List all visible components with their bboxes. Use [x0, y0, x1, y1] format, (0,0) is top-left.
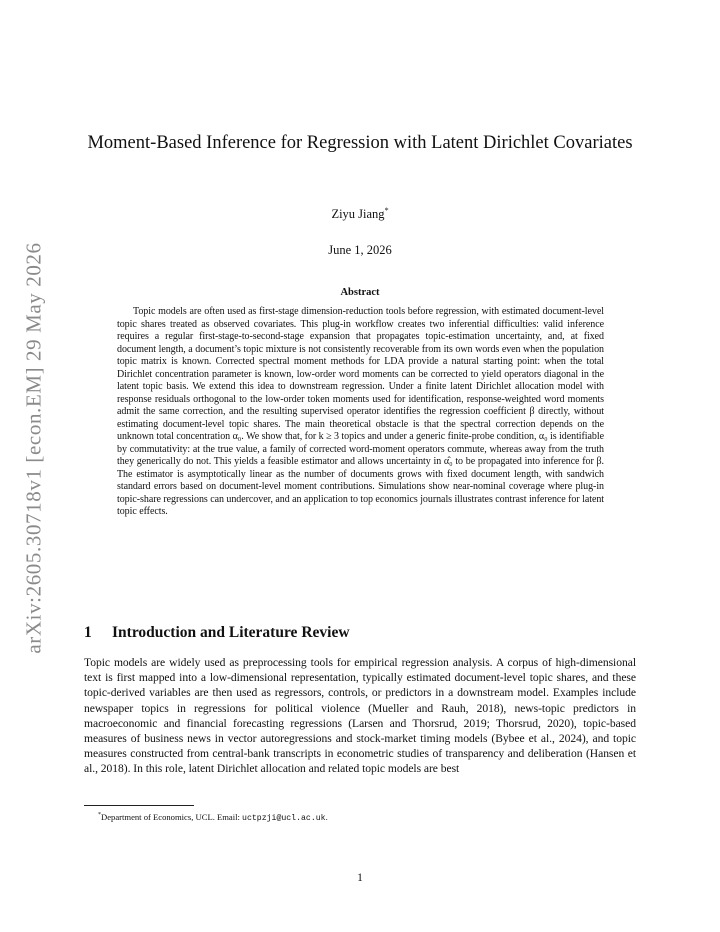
- arxiv-identifier-text: arXiv:2605.30718v1 [econ.EM] 29 May 2026: [21, 242, 46, 654]
- paper-date: June 1, 2026: [328, 243, 392, 257]
- section-body-text: Topic models are widely used as preprocessing tools for empirical regression analysis. A corpus of high-dimensional text is first mapped into a low-dimensional representation, typically estimated document-level topic shares, and these topic-derived variables are then used as regressors, controls, or predictors in a downstream model. Examples include newspaper topics in regressions for political violence (Mueller and Rauh, 2018), news-topic predictors in macroeconomic and financial forecasting regressions (Larsen and Thorsrud, 2019; Thorsrud, 2020), topic-based measures of business news in vector autoregressions and stock-market timing models (Bybee et al., 2024), and topic measures constructed from central-bank transcripts in econometric studies of transparency and deliberation (Hansen et al., 2018). In this role, latent Dirichlet allocation and related topic models are best: [84, 656, 636, 776]
- footnote-end: .: [325, 811, 328, 822]
- abstract-text: Topic models are often used as first-stage dimension-reduction tools before regression, with estimated document-level topic shares treated as observed covariates. This plug-in workflow creates two inferential difficulties: valid inference requires a regular first-stage-to-second-stage expansion that propagates topic-estimation uncertainty, and, at fixed document length, a document’s topic mixture is not consistently recoverable from its own words even when the population topic matrix is known. Corrected spectral moment methods for LDA provide a natural starting point: when the total Dirichlet concentration parameter is known, low-order word moments can be corrected to yield operators diagonal in the latent topic basis. We extend this idea to downstream regression. Under a finite latent Dirichlet allocation model with response residuals orthogonal to the low-order token moments used for identification, response-weighted word moments admit the same correction, and the resulting supervised operator identifies the regression coefficient β directly, without estimating document-level topic shares. The main theoretical obstacle is that the spectral correction depends on the unknown total concentration α₀. We show that, for k ≥ 3 topics and under a generic finite-probe condition, α₀ is identifiable by commutativity: at the true value, a family of corrected word-moment operators commute, whereas away from the truth they generically do not. This yields a feasible estimator and allows uncertainty in α̂₀ to be propagated into inference for β. The estimator is asymptotically linear as the number of documents grows with fixed document length, with sandwich standard errors based on document-level moment contributions. Simulations show near-nominal coverage where plug-in topic-share regressions can undercover, and an application to top economics journals illustrates contrast inference for latent topic effects.: [117, 306, 605, 517]
- footnote-divider: [84, 805, 194, 806]
- author-name: Ziyu Jiang: [331, 207, 385, 222]
- footnote-text: Department of Economics, UCL. Email:: [101, 811, 243, 822]
- section-heading: [84, 624, 636, 642]
- author-footnote-mark: *: [384, 206, 389, 215]
- footnote-mark: *: [98, 812, 101, 818]
- paper-page: [84, 0, 636, 932]
- paper-author: [84, 206, 636, 222]
- paper-title: Moment-Based Inference for Regression with Latent Dirichlet Covariates: [87, 133, 633, 153]
- section-number: 1: [84, 624, 92, 641]
- abstract-heading: Abstract: [340, 287, 380, 298]
- footnote-email-link[interactable]: uctpzji@ucl.ac.uk: [242, 813, 326, 823]
- footnote: [98, 810, 636, 824]
- page-number: 1: [357, 872, 363, 884]
- arxiv-identifier-sidebar: [16, 232, 52, 664]
- section-title: Introduction and Literature Review: [112, 624, 350, 641]
